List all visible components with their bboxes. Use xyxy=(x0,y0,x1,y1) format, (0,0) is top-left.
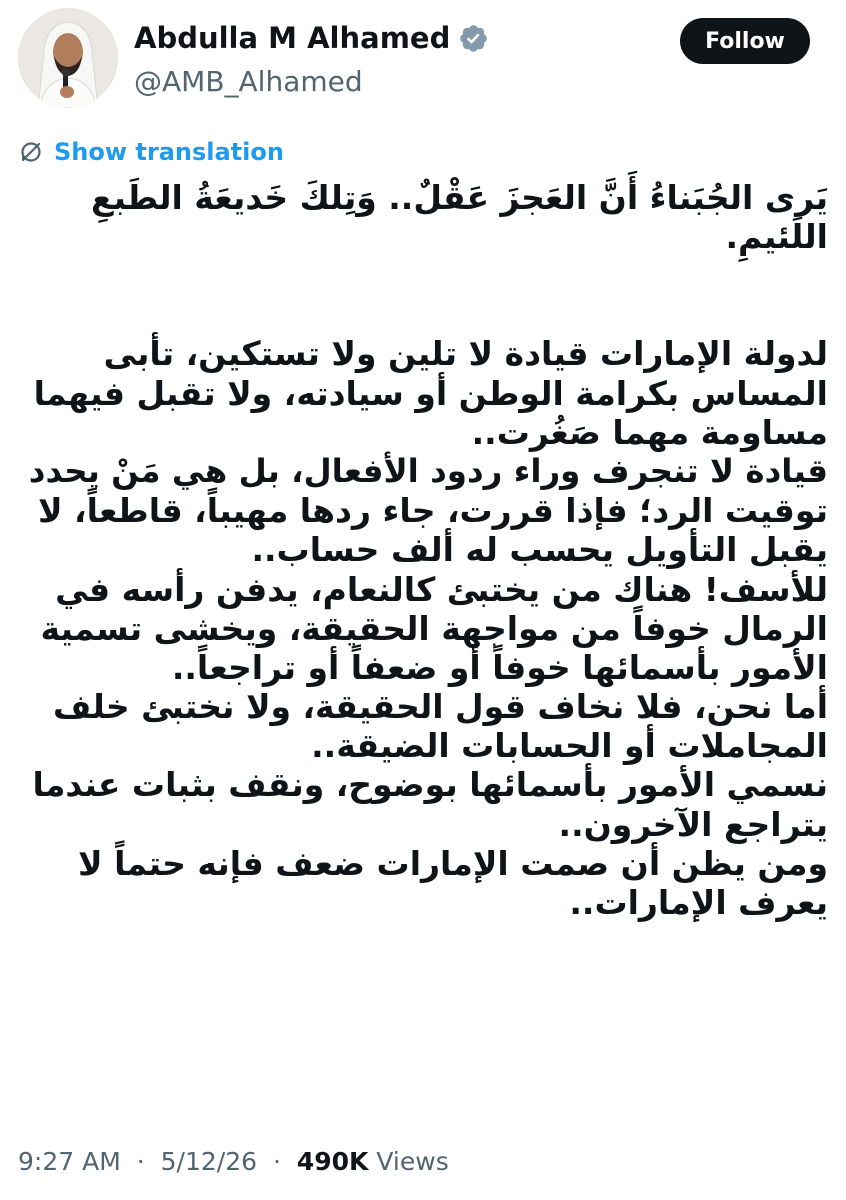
follow-button[interactable]: Follow xyxy=(680,18,810,64)
tweet-line: للأسف! هناك من يختبئ كالنعام، يدفن رأسه في xyxy=(55,569,828,609)
author-block xyxy=(134,18,489,102)
author-handle[interactable]: @AMB_Alhamed xyxy=(134,65,363,98)
tweet-line: يَرى الجُبَناءُ أَنَّ العَجزَ عَقْلٌ.. وَتِلكَ خَديعَةُ الطَبعِ xyxy=(90,178,828,217)
views-count[interactable]: 490K xyxy=(296,1147,369,1176)
avatar[interactable] xyxy=(18,8,118,108)
author-name-row xyxy=(134,18,489,58)
avatar-image xyxy=(18,8,118,108)
tweet-line: قيادة لا تنجرف وراء ردود الأفعال، بل هي مَنْ يحدد xyxy=(28,451,828,490)
tweet-line: نسمي الأمور بأسمائها بوضوح، ونقف بثبات عندما xyxy=(32,765,828,805)
verified-badge-icon[interactable] xyxy=(458,23,489,54)
tweet-line: يقبل التأويل يحسب له ألف حساب.. xyxy=(251,530,828,570)
tweet-line: المجاملات أو الحسابات الضيقة.. xyxy=(311,726,828,766)
tweet-line: توقيت الرد؛ فإذا قررت، جاء ردها مهيباً، قاطعاً، لا xyxy=(38,491,828,531)
tweet-line: لدولة الإمارات قيادة لا تلين ولا تستكين، تأبى xyxy=(103,334,828,374)
tweet-meta xyxy=(18,1142,449,1182)
tweet-line: الرمال خوفاً من مواجهة الحقيقة، ويخشى تسمية xyxy=(40,608,828,648)
paragraph-gap xyxy=(20,256,828,334)
tweet-line: أما نحن، فلا نخاف قول الحقيقة، ولا نختبئ خلف xyxy=(53,687,828,727)
tweet-time[interactable]: 9:27 AM xyxy=(18,1147,121,1176)
tweet-line: المساس بكرامة الوطن أو سيادته، ولا تقبل فيهما xyxy=(33,373,828,413)
meta-separator: · xyxy=(272,1147,281,1176)
tweet-line: يتراجع الآخرون.. xyxy=(558,804,828,844)
show-translation[interactable] xyxy=(18,138,284,166)
tweet-text xyxy=(20,178,828,922)
tweet-line: اللَئيمِ. xyxy=(725,217,828,257)
tweet-line: ومن يظن أن صمت الإمارات ضعف فإنه حتماً لا xyxy=(78,843,828,883)
show-translation-label[interactable]: Show translation xyxy=(54,138,284,166)
translate-icon xyxy=(18,139,44,165)
meta-separator: · xyxy=(136,1147,145,1176)
tweet-header xyxy=(0,0,846,120)
tweet-line: مساومة مهما صَغُرت.. xyxy=(471,412,828,452)
tweet-line: الأمور بأسمائها خوفاً أو ضعفاً أو تراجعاً.. xyxy=(171,647,828,687)
tweet-date[interactable]: 5/12/26 xyxy=(160,1147,257,1176)
tweet-line: يعرف الإمارات.. xyxy=(569,883,828,922)
author-display-name[interactable]: Abdulla M Alhamed xyxy=(134,21,451,55)
views-label: Views xyxy=(376,1147,449,1176)
